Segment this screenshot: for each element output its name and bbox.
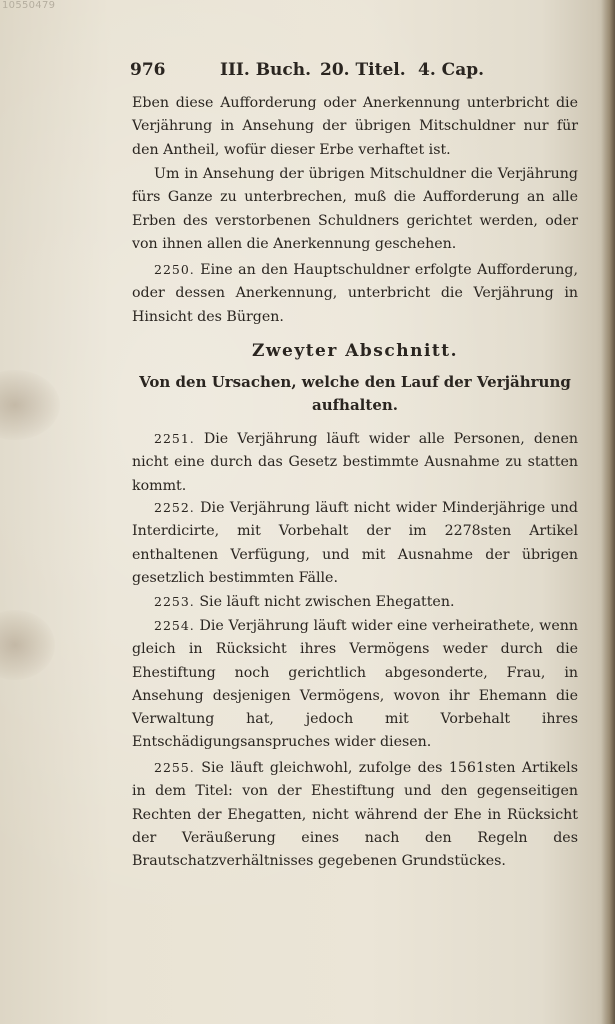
paragraph <box>132 163 578 256</box>
article-2255 <box>132 756 578 873</box>
article-text: Sie läuft nicht zwischen Ehegatten. <box>199 594 455 610</box>
header-title: 20. Titel. <box>320 60 406 80</box>
article-text: Die Verjährung läuft nicht wider Minderjährige und Interdicirte, mit Vorbehalt der im 2278sten Artikel enthaltenen Verfügung, und mit Ausnahme der übrigen gesetzlich bestimmten Fälle. <box>132 500 579 586</box>
article-number: 2253. <box>154 594 195 609</box>
article-text: Sie läuft gleichwohl, zufolge des 1561sten Artikels in dem Titel: von der Ehestiftung und den gegenseitigen Rechten der Ehegatten, nicht während der Ehe in Rücksicht der Veräußerung eines nach den Regeln des Brautschatzverhältnisses gegebenen Grundstückes. <box>132 760 579 870</box>
article-2254 <box>132 614 578 755</box>
paragraph-text: Eben diese Aufforderung oder Anerkennung unterbricht die Verjährung in Ansehung der übrigen Mitschuldner nur für den Antheil, wofür dieser Erbe verhaftet ist. <box>132 95 578 158</box>
article-number: 2254. <box>154 618 195 633</box>
article-number: 2251. <box>154 431 195 446</box>
paper-stain <box>0 610 55 680</box>
header-book: III. Buch. <box>220 60 312 80</box>
article-text: Die Verjährung läuft wider eine verheirathete, wenn gleich in Rücksicht ihres Vermögens weder durch die Ehestiftung noch gerichtlich abgesonderte, Frau, in Ansehung desjenigen Vermögens, wovon ihr Ehemann die Verwaltung hat, jedoch mit Vorbehalt ihres Entschädigungsanspruches wider diesen. <box>132 618 578 751</box>
paper-stain <box>0 370 60 440</box>
article-text: Eine an den Hauptschuldner erfolgte Aufforderung, oder dessen Anerkennung, unterbricht die Verjährung in Hinsicht des Bürgen. <box>132 262 578 325</box>
running-header <box>130 60 580 88</box>
article-number: 2255. <box>154 760 195 775</box>
header-chapter: 4. Cap. <box>418 60 485 80</box>
page-edge-shadow <box>601 0 615 1024</box>
catalog-id: 10550479 <box>2 0 56 11</box>
article-text: Die Verjährung läuft wider alle Personen, denen nicht eine durch das Gesetz bestimmte Ausnahme zu statten kommt. <box>132 431 578 494</box>
page-number: 976 <box>130 60 166 80</box>
article-2250 <box>132 258 578 329</box>
article-2251 <box>132 427 578 498</box>
section-heading: Zweyter Abschnitt. <box>251 341 459 361</box>
paragraph-text: Um in Ansehung der übrigen Mitschuldner die Verjährung fürs Ganze zu unterbrechen, muß die Aufforderung an alle Erben des verstorbenen Schuldners gerichtet werden, oder von ihnen allen die Anerkennung geschehen. <box>132 166 578 252</box>
article-number: 2250. <box>154 262 195 277</box>
article-2252 <box>132 496 578 590</box>
article-number: 2252. <box>154 500 195 515</box>
section-subheading: Von den Ursachen, welche den Lauf der Verjährung aufhalten. <box>139 373 571 414</box>
article-2253 <box>132 590 578 614</box>
paragraph <box>132 92 578 162</box>
